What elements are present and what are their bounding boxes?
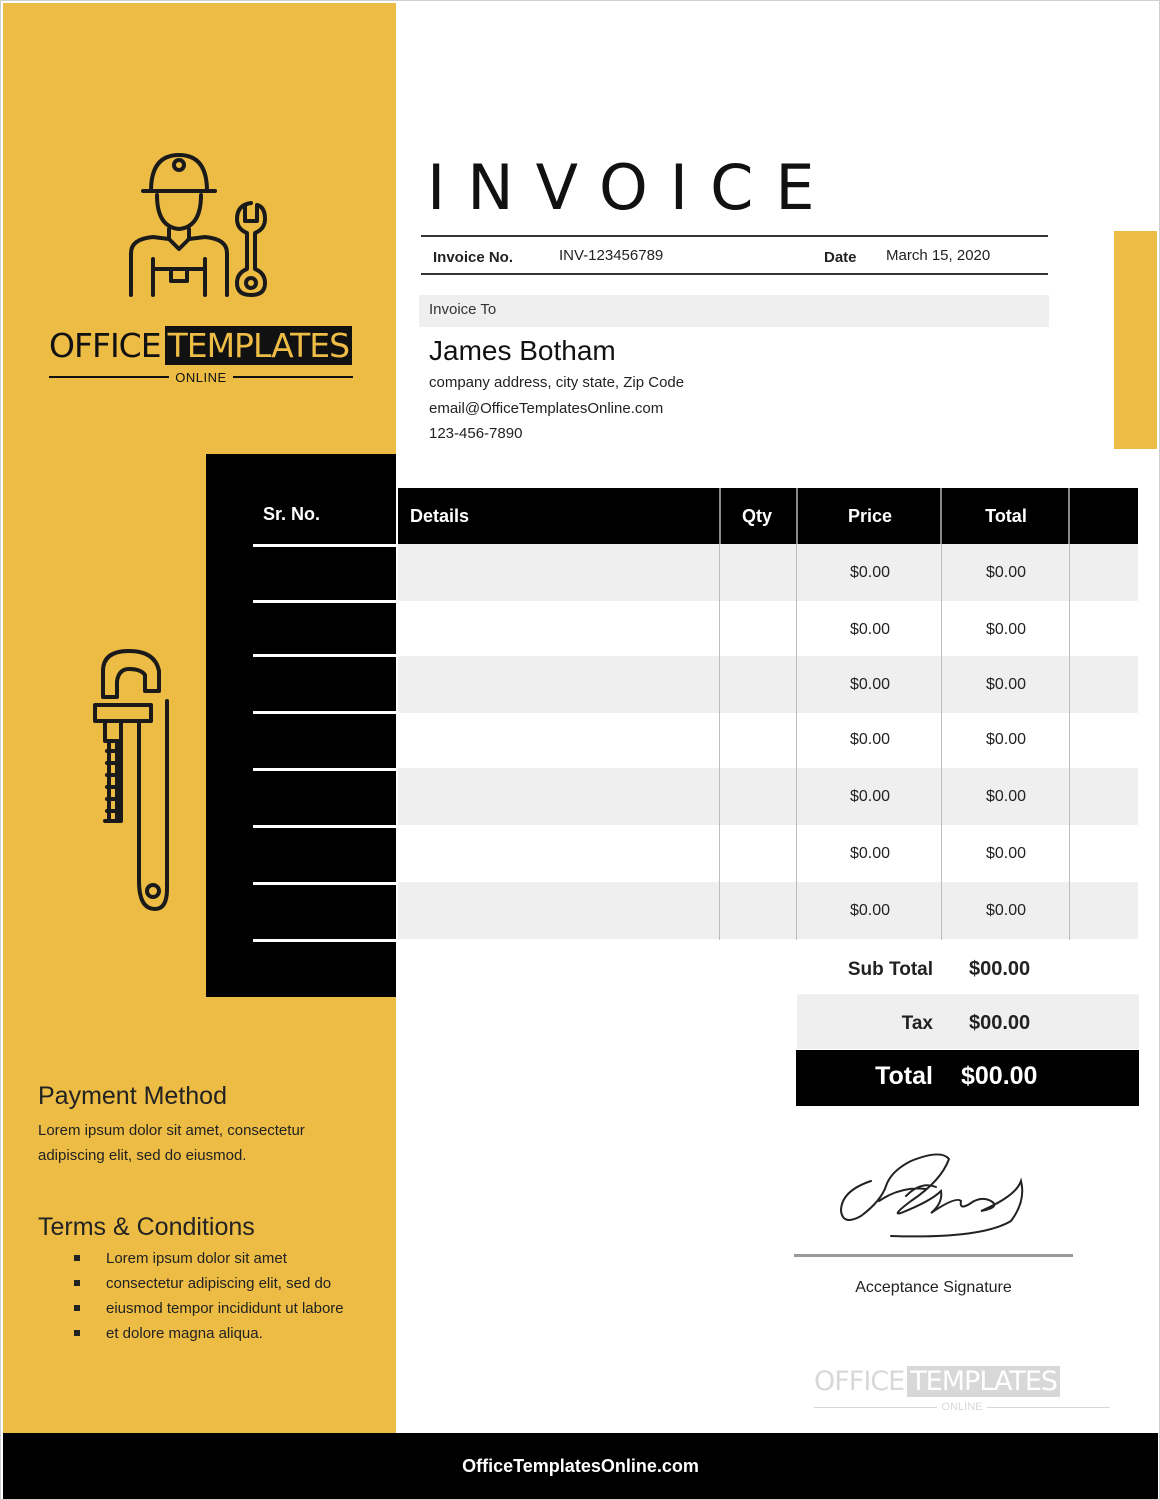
row-total: $0.00	[985, 620, 1027, 638]
brand-logo	[49, 323, 352, 367]
table-header	[398, 488, 1138, 544]
table-row	[398, 601, 1138, 658]
brand-name-part1: OFFICE	[49, 325, 161, 365]
row-price: $0.00	[849, 901, 891, 919]
invoice-to-label: Invoice To	[419, 295, 1049, 327]
client-phone: 123-456-7890	[429, 425, 523, 442]
invoice-no-label: Invoice No.	[433, 249, 514, 266]
table-row	[398, 768, 1138, 825]
signature-label: Acceptance Signature	[855, 1279, 1012, 1296]
pipe-wrench-icon	[81, 641, 181, 921]
row-price: $0.00	[849, 844, 891, 862]
list-item: consectetur adipiscing elit, sed do	[73, 1272, 373, 1295]
row-total: $0.00	[985, 730, 1027, 748]
table-row	[398, 656, 1138, 713]
watermark-name-part1: OFFICE	[814, 1365, 905, 1397]
subtotal-value: $00.00	[969, 958, 1031, 980]
row-price: $0.00	[849, 563, 891, 581]
date-value: March 15, 2020	[886, 247, 991, 264]
invoice-no-value: INV-123456789	[559, 247, 664, 264]
signature-line	[794, 1254, 1073, 1257]
row-total: $0.00	[985, 901, 1027, 919]
construction-worker-icon	[123, 149, 283, 301]
brand-name-part2: TEMPLATES	[165, 326, 353, 365]
client-name: James Botham	[429, 335, 616, 366]
list-item: Lorem ipsum dolor sit amet	[73, 1247, 373, 1270]
payment-method-text: Lorem ipsum dolor sit amet, consectetur adipiscing elit, sed do eiusmod.	[38, 1122, 305, 1164]
row-total: $0.00	[985, 675, 1027, 693]
row-price: $0.00	[849, 675, 891, 693]
row-total: $0.00	[985, 844, 1027, 862]
total-label: Total	[875, 1062, 933, 1090]
terms-list	[73, 1247, 373, 1347]
client-email: email@OfficeTemplatesOnline.com	[429, 400, 664, 417]
footer-website: OfficeTemplatesOnline.com	[3, 1433, 1158, 1499]
invoice-meta-bar	[421, 235, 1048, 275]
invoice-title: INVOICE	[427, 151, 837, 224]
subtotal-label: Sub Total	[847, 959, 933, 980]
table-row	[398, 825, 1138, 882]
row-total: $0.00	[985, 787, 1027, 805]
table-row	[398, 882, 1138, 939]
signature-scribble	[831, 1141, 1031, 1246]
payment-method-title: Payment Method	[38, 1082, 227, 1110]
list-item: eiusmod tempor incididunt ut labore	[73, 1297, 373, 1320]
right-accent-bar	[1114, 231, 1157, 449]
th-total: Total	[985, 505, 1027, 526]
table-row	[398, 711, 1138, 768]
row-price: $0.00	[849, 730, 891, 748]
th-price: Price	[847, 505, 893, 526]
row-price: $0.00	[849, 787, 891, 805]
th-sr-no: Sr. No.	[263, 504, 321, 524]
th-details: Details	[410, 505, 470, 526]
th-qty: Qty	[742, 505, 773, 526]
tax-value: $00.00	[969, 1012, 1031, 1034]
client-address: company address, city state, Zip Code	[429, 374, 685, 391]
list-item: et dolore magna aliqua.	[73, 1322, 373, 1345]
date-label: Date	[824, 249, 857, 266]
watermark-logo	[814, 1363, 1110, 1417]
sidebar-table-strip	[206, 454, 396, 997]
total-value: $00.00	[961, 1062, 1038, 1090]
watermark-name-part2: TEMPLATES	[907, 1366, 1060, 1397]
table-row	[398, 544, 1138, 601]
tax-label: Tax	[901, 1013, 933, 1034]
terms-title: Terms & Conditions	[38, 1213, 255, 1241]
watermark-sub: ONLINE	[941, 1401, 983, 1413]
row-total: $0.00	[985, 563, 1027, 581]
row-price: $0.00	[849, 620, 891, 638]
brand-subtitle	[49, 369, 353, 385]
brand-sub-text: ONLINE	[175, 369, 227, 385]
